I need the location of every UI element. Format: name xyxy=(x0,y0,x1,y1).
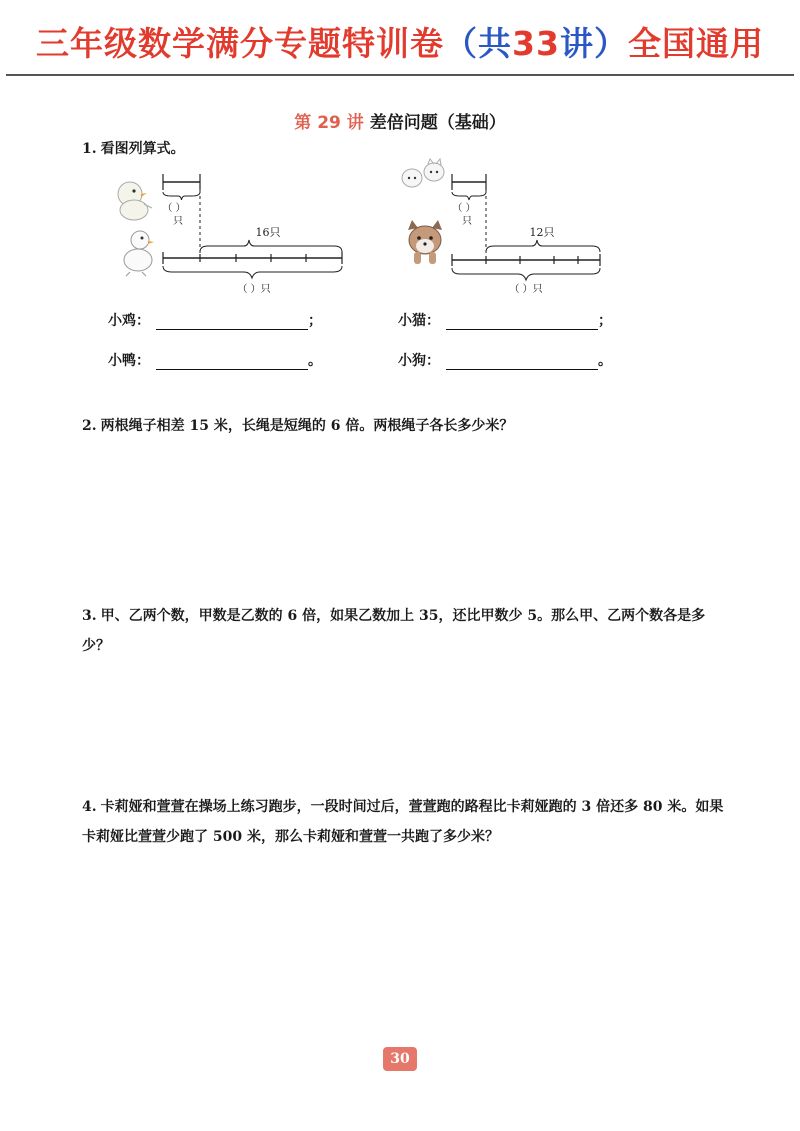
bottom-bracket-label: （ ）只 xyxy=(237,284,271,295)
answer-blank[interactable] xyxy=(446,353,598,370)
question-text: 看图列算式。 xyxy=(100,141,185,157)
dog-icon xyxy=(408,220,442,264)
top-bracket-label: （ ） xyxy=(452,203,476,214)
answer-space[interactable] xyxy=(82,450,732,590)
top-bracket-label: （ ） xyxy=(162,203,186,214)
question-4 xyxy=(82,792,732,852)
lesson-name: 差倍问题（基础） xyxy=(369,113,506,133)
bottom-bracket-label: （ ）只 xyxy=(509,284,543,295)
cats-icon xyxy=(402,159,444,187)
answer-label: 小猫： xyxy=(398,313,440,329)
page-banner xyxy=(0,0,800,78)
answer-end: 。 xyxy=(598,353,612,369)
answer-end: ； xyxy=(598,313,612,329)
question-3 xyxy=(82,601,732,661)
question-text: 卡莉娅和萱萱在操场上练习跑步，一段时间过后，萱萱跑的路程比卡莉娅跑的 3 倍还多 80 米。如果卡莉娅比萱萱少跑了 500 米，那么卡莉娅和萱萱一共跑了多少米？ xyxy=(82,799,724,845)
top-bracket-unit: 只 xyxy=(462,216,472,227)
answer-row-dog xyxy=(398,350,612,370)
duck-icon xyxy=(124,231,154,276)
answer-space[interactable] xyxy=(82,670,732,780)
banner-part: 讲） xyxy=(559,24,628,63)
answer-space[interactable] xyxy=(82,862,732,1032)
top-bracket-unit: 只 xyxy=(173,216,183,227)
lesson-number: 第 29 讲 xyxy=(294,113,364,133)
question-text: 两根绳子相差 15 米，长绳是短绳的 6 倍。两根绳子各长多少米？ xyxy=(100,418,514,434)
page-number: 30 xyxy=(383,1047,417,1071)
answer-blank[interactable] xyxy=(446,313,598,330)
banner-part: 三年级数学满分专题特训卷 xyxy=(36,24,445,63)
answer-blank[interactable] xyxy=(156,353,308,370)
difference-label: 16只 xyxy=(255,226,281,239)
banner-part: 33 xyxy=(512,24,560,63)
question-2 xyxy=(82,411,732,441)
answer-end: 。 xyxy=(308,353,322,369)
answer-label: 小鸭： xyxy=(108,353,150,369)
line-diagram-cat-dog xyxy=(398,158,608,300)
question-text: 甲、乙两个数，甲数是乙数的 6 倍，如果乙数加上 35，还比甲数少 5。那么甲、乙两个数各是多少？ xyxy=(82,608,706,654)
answer-end: ； xyxy=(308,313,322,329)
lesson-title xyxy=(0,108,800,133)
question-number: 1. xyxy=(82,141,97,157)
banner-divider xyxy=(6,74,794,76)
banner-part: 全国通用 xyxy=(627,24,764,63)
answer-row-chick xyxy=(108,310,322,330)
question-number: 4. xyxy=(82,799,97,815)
question-number: 2. xyxy=(82,418,97,434)
answer-row-cat xyxy=(398,310,612,330)
question-number: 3. xyxy=(82,608,97,624)
line-diagram-chick-duck xyxy=(108,168,358,300)
banner-title xyxy=(0,18,800,65)
banner-part: （共 xyxy=(444,24,513,63)
difference-label: 12只 xyxy=(529,226,555,239)
answer-label: 小鸡： xyxy=(108,313,150,329)
chick-icon xyxy=(118,182,152,220)
answer-label: 小狗： xyxy=(398,353,440,369)
answer-blank[interactable] xyxy=(156,313,308,330)
answer-row-duck xyxy=(108,350,322,370)
